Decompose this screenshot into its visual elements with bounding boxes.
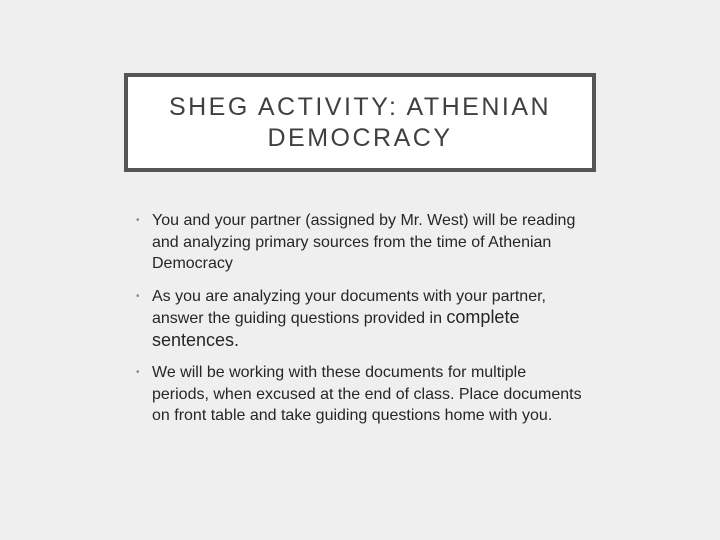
bullet-text-3: We will be working with these documents for multiple periods, when excused at the end of class. Place documents on front table and take guiding questions home with you.	[152, 364, 582, 424]
slide-title-box	[124, 73, 596, 172]
slide-title-line-1: SHEG ACTIVITY: ATHENIAN	[168, 92, 552, 121]
bullet-list	[136, 210, 586, 439]
slide-title-line-2: DEMOCRACY	[267, 123, 453, 152]
bullet-dot-icon: •	[136, 215, 140, 226]
bullet-text-2-emphasis: complete sentences.	[152, 307, 520, 350]
bullet-item-3	[136, 362, 586, 427]
bullet-text-2: As you are analyzing your documents with your partner, answer the guiding questions provided in	[152, 287, 546, 327]
bullet-dot-icon: •	[136, 367, 140, 378]
bullet-item-2	[136, 286, 586, 353]
bullet-item-1	[136, 210, 586, 275]
bullet-text-1: You and your partner (assigned by Mr. West) will be reading and analyzing primary sources from the time of Athenian Democracy	[152, 212, 576, 272]
bullet-dot-icon: •	[136, 290, 140, 302]
